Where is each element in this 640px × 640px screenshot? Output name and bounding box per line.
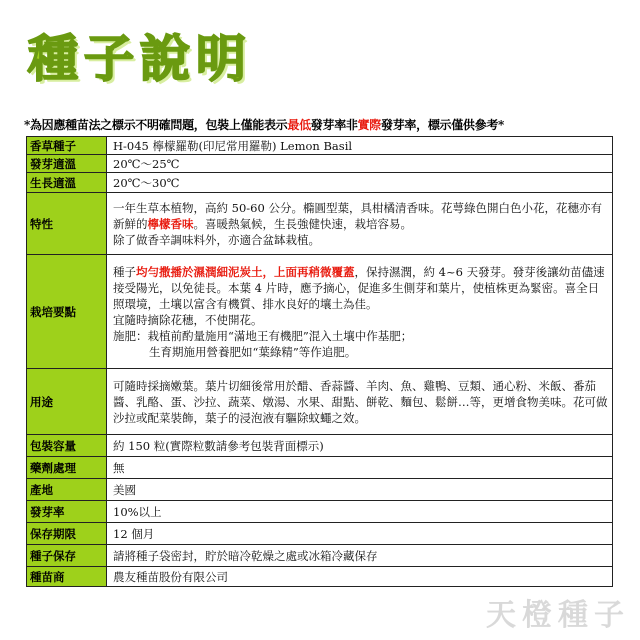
table-row: [27, 255, 613, 369]
page-title: 種子說明: [28, 30, 252, 88]
treatment-label: 藥劑處理: [27, 457, 107, 479]
uses-value: 可隨時採摘嫩葉。葉片切細後常用於醋、香蒜醬、羊肉、魚、雞鴨、豆類、通心粉、米飯、番茄醬、乳酪、蛋、沙拉、蔬菜、燉湯、水果、甜點、餅乾、麵包、鬆餅…等，更增食物美味。花可做沙拉或配菜裝飾，葉子的浸泡液有驅除蚊蠅之效。: [107, 369, 613, 435]
watermark: 天橙種子: [486, 598, 630, 633]
table-row: [27, 523, 613, 545]
traits-paragraph-1: [113, 200, 608, 232]
origin-label: 產地: [27, 479, 107, 501]
quantity-value: 約 150 粒(實際粒數請參考包裝背面標示): [107, 435, 613, 457]
grow-temp-value: 20℃～30℃: [107, 173, 613, 193]
traits-value: [107, 193, 613, 255]
cultivation-text-start: 種子: [113, 264, 136, 279]
table-row: [27, 457, 613, 479]
seed-value: H-045 檸檬羅勒(印尼常用羅勒) Lemon Basil: [107, 137, 613, 155]
table-row: [27, 173, 613, 193]
seed-spec-table: [26, 136, 613, 587]
traits-paragraph-2: 除了做香辛調味料外，亦適合盆缽栽植。: [113, 232, 320, 247]
traits-text: 一年生草本植物，高約 50-60 公分。橢圓型葉，具柑橘清香味。花萼綠色開白色小花，花穗亦有新鮮的: [113, 200, 602, 231]
cultivation-highlight: 均勻撒播於濕潤細泥炭土，上面再稍微覆蓋: [136, 264, 355, 279]
table-row: [27, 193, 613, 255]
table-row: [27, 369, 613, 435]
cultivation-paragraph-1: [113, 264, 608, 312]
uses-label: 用途: [27, 369, 107, 435]
traits-text-end: 。喜暖熱氣候，生長強健快速，栽培容易。: [193, 216, 412, 231]
origin-value: 美國: [107, 479, 613, 501]
shelf-life-label: 保存期限: [27, 523, 107, 545]
notice-text-3: 發芽率，標示僅供參考*: [381, 118, 504, 132]
traits-highlight: 檸檬香味: [147, 216, 194, 231]
supplier-label: 種苗商: [27, 567, 107, 587]
table-row: [27, 567, 613, 587]
cultivation-label: 栽培要點: [27, 255, 107, 369]
storage-value: 請將種子袋密封，貯於暗冷乾燥之處或冰箱冷藏保存: [107, 545, 613, 567]
treatment-value: 無: [107, 457, 613, 479]
supplier-value: 農友種苗股份有限公司: [107, 567, 613, 587]
notice-highlight-actual: 實際: [357, 118, 382, 132]
table-row: [27, 545, 613, 567]
notice-highlight-lowest: 最低: [287, 118, 311, 132]
cultivation-paragraph-4: 生育期施用營養肥如“葉綠精”等作追肥。: [149, 344, 357, 359]
traits-label: 特性: [27, 193, 107, 255]
shelf-life-value: 12 個月: [107, 523, 613, 545]
germ-rate-value: 10%以上: [107, 501, 613, 523]
table-row: [27, 479, 613, 501]
cultivation-paragraph-2: 宜隨時摘除花穗，不使開花。: [113, 312, 263, 327]
grow-temp-label: 生長適溫: [27, 173, 107, 193]
seed-label: 香草種子: [27, 137, 107, 155]
table-row: [27, 137, 613, 155]
germ-rate-label: 發芽率: [27, 501, 107, 523]
notice-text-2: 發芽率非: [310, 118, 358, 132]
table-row: [27, 155, 613, 173]
germ-temp-value: 20℃～25℃: [107, 155, 613, 173]
cultivation-text-end: ，保持濕潤，約 4~6 天發芽。發芽後讓幼苗儘速接受陽光，以免徒長。本葉 4 片時，應予摘心，促進多生側芽和葉片，使植株更為緊密。喜全日照環境，土壤以富含有機質、排水良好的壤土為佳。: [113, 264, 605, 311]
storage-label: 種子保存: [27, 545, 107, 567]
germ-temp-label: 發芽適溫: [27, 155, 107, 173]
cultivation-paragraph-3: 施肥：栽植前酌量施用“滿地王有機肥”混入土壤中作基肥；: [113, 328, 413, 343]
table-row: [27, 501, 613, 523]
cultivation-value: [107, 255, 613, 369]
table-row: [27, 435, 613, 457]
germination-notice: [24, 116, 618, 133]
notice-text-1: *為因應種苗法之標示不明確問題，包裝上僅能表示: [24, 118, 288, 132]
quantity-label: 包裝容量: [27, 435, 107, 457]
